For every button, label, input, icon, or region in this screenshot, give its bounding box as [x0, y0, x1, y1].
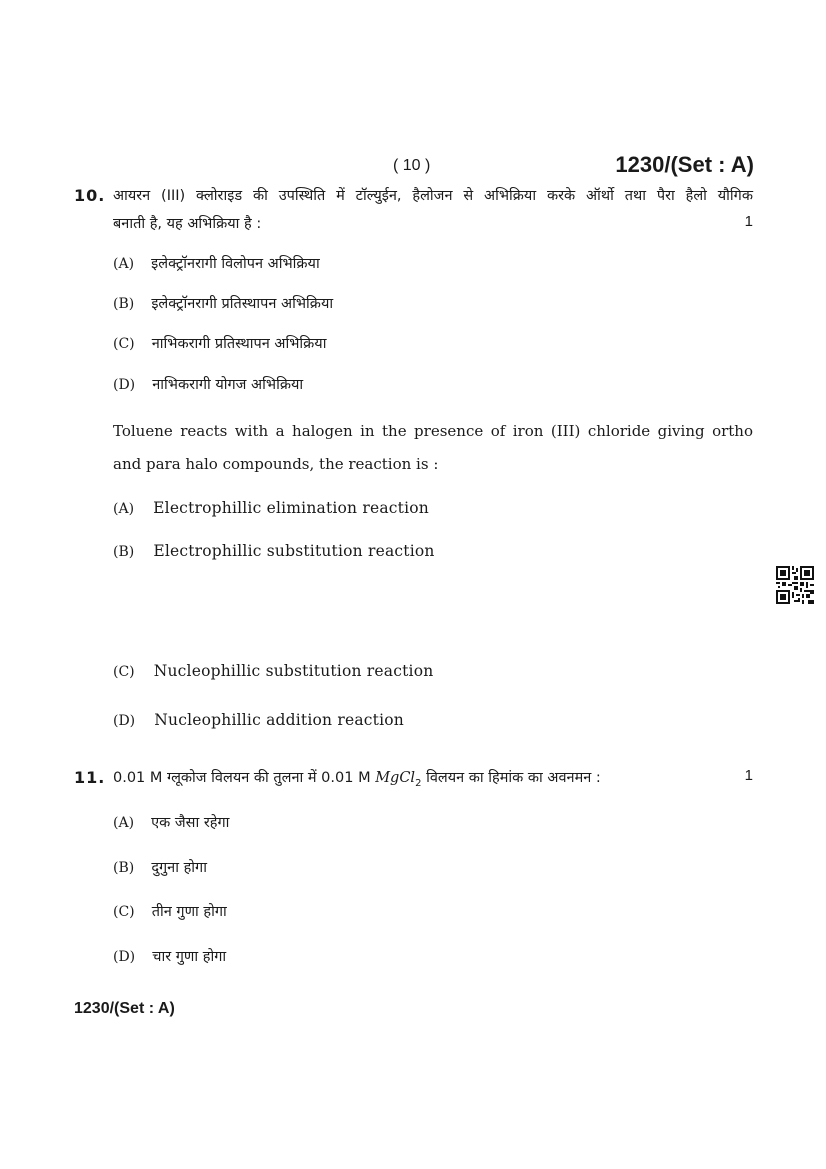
- option-text: Electrophillic substitution reaction: [153, 542, 435, 560]
- option-label: (A): [113, 256, 135, 272]
- option-label: (B): [113, 296, 135, 312]
- option-text: Nucleophillic substitution reaction: [153, 662, 434, 680]
- question-10-hindi-line1: आयरन (III) क्लोराइड की उपस्थिति में टॉल्युईन, हैलोजन से अभिक्रिया करके ऑर्थो तथा पैरा हैलो यौगिक: [113, 188, 753, 204]
- q11-option-a: [113, 812, 229, 832]
- qr-code-icon: [776, 566, 814, 604]
- option-label: (C): [113, 904, 135, 920]
- q11-option-d: [113, 946, 226, 966]
- option-text: Nucleophillic addition reaction: [154, 711, 404, 729]
- question-11-row: [113, 767, 753, 789]
- question-10-number: 10.: [74, 186, 106, 205]
- option-text: Electrophillic elimination reaction: [153, 499, 429, 517]
- option-text: इलेक्ट्रॉनरागी विलोपन अभिक्रिया: [151, 256, 320, 272]
- option-text: चार गुणा होगा: [152, 949, 227, 965]
- question-10-english-line2: and para halo compounds, the reaction is :: [113, 455, 439, 473]
- option-label: (B): [113, 544, 135, 560]
- option-text: दुगुना होगा: [151, 860, 207, 876]
- question-10-english-line1: Toluene reacts with a halogen in the presence of iron (III) chloride giving ortho: [113, 422, 753, 440]
- option-label: (B): [113, 860, 135, 876]
- question-11-number: 11.: [74, 768, 106, 787]
- question-11-text: [113, 767, 601, 789]
- q10-hindi-option-b: [113, 293, 333, 313]
- option-text: इलेक्ट्रॉनरागी प्रतिस्थापन अभिक्रिया: [151, 296, 334, 312]
- option-label: (C): [113, 336, 135, 352]
- q10-english-option-d: [113, 710, 404, 729]
- q10-english-option-c: [113, 661, 433, 680]
- question-10-hindi-line2: बनाती है, यह अभिक्रिया है :: [113, 216, 262, 232]
- q10-hindi-option-a: [113, 253, 320, 273]
- option-label: (C): [113, 664, 135, 680]
- q11-option-c: [113, 901, 227, 921]
- question-11-formula: MgCl: [375, 770, 416, 786]
- q10-hindi-option-c: [113, 333, 326, 353]
- question-11-text-pre: 0.01 M ग्लूकोज विलयन की तुलना में 0.01 M: [113, 770, 371, 786]
- option-label: (D): [113, 377, 136, 393]
- option-label: (D): [113, 949, 136, 965]
- option-text: नाभिकरागी प्रतिस्थापन अभिक्रिया: [151, 336, 327, 352]
- q10-english-option-a: [113, 498, 429, 517]
- question-11-marks: 1: [744, 767, 753, 784]
- question-10-marks: 1: [744, 213, 753, 230]
- option-label: (D): [113, 713, 136, 729]
- option-text: एक जैसा रहेगा: [151, 815, 230, 831]
- q11-option-b: [113, 857, 207, 877]
- question-11-formula-subscript: 2: [415, 777, 422, 789]
- option-text: तीन गुणा होगा: [151, 904, 227, 920]
- option-text: नाभिकरागी योगज अभिक्रिया: [152, 377, 304, 393]
- q10-english-option-b: [113, 541, 435, 560]
- q10-hindi-option-d: [113, 374, 303, 394]
- question-11-text-post: विलयन का हिमांक का अवनमन :: [426, 770, 601, 786]
- option-label: (A): [113, 501, 135, 517]
- paper-code-header: 1230/(Set : A): [615, 152, 754, 177]
- page-number: ( 10 ): [393, 157, 431, 174]
- paper-code-footer: 1230/(Set : A): [74, 1000, 175, 1017]
- option-label: (A): [113, 815, 135, 831]
- question-10-hindi-line2-row: [113, 213, 753, 233]
